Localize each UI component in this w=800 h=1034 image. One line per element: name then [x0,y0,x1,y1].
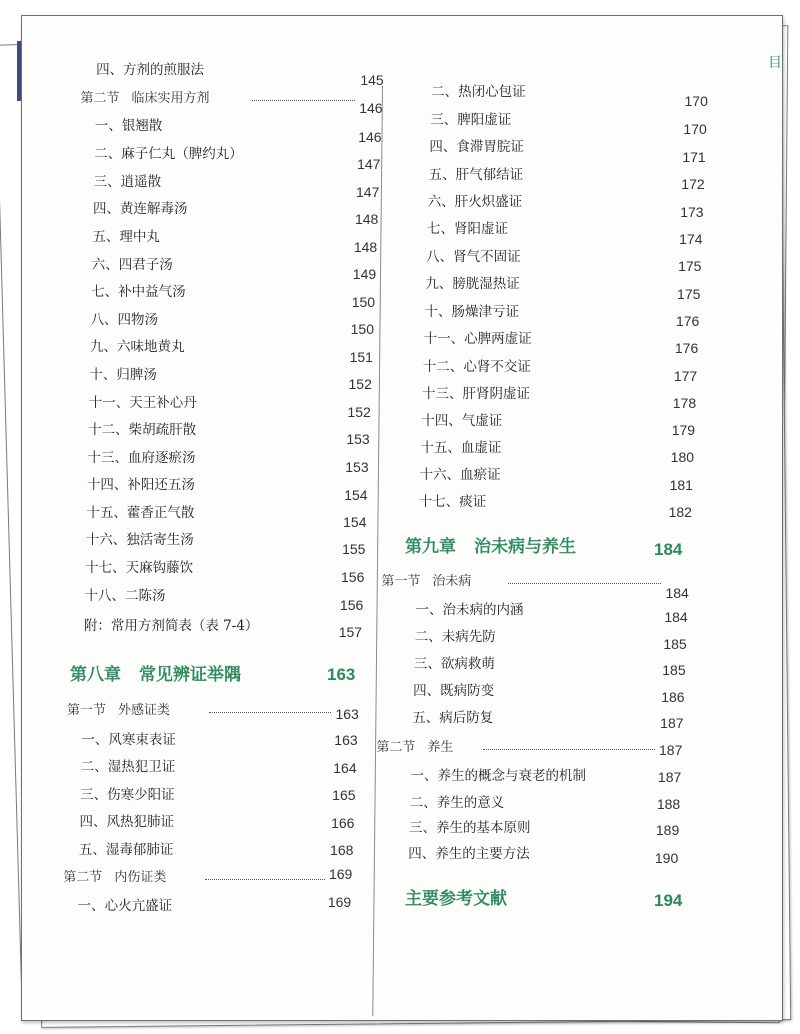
toc-entry[interactable]: 四、食滞胃脘证 [429,139,524,155]
section-title: 养生 [427,740,454,755]
toc-page-number: 174 [679,231,703,247]
toc-entry[interactable]: 五、病后防复 [412,710,494,726]
chapter-title: 治未病与养生 [474,537,576,557]
section-number: 第二节 [80,91,120,106]
toc-page-number: 164 [333,760,357,776]
section-number: 第二节 [63,870,103,885]
toc-page-number: 172 [681,176,705,192]
toc-entry[interactable]: 十六、血瘀证 [419,467,501,483]
toc-page-number: 169 [327,894,352,910]
toc-page-number: 181 [669,477,693,493]
section-title: 内伤证类 [114,870,167,885]
toc-page-number: 173 [680,204,704,220]
toc-page-number: 157 [338,624,363,640]
toc-entry[interactable]: 二、养生的意义 [409,795,505,811]
chapter-number: 第八章 [70,665,121,685]
toc-entry[interactable]: 二、湿热犯卫证 [80,759,176,775]
dot-leader [209,712,331,713]
section-title: 治未病 [432,574,472,589]
toc-entry[interactable]: 一、银翘散 [94,118,163,134]
toc-page-number: 190 [654,850,679,866]
toc-page-number: 180 [670,449,695,465]
toc-entry[interactable]: 一、风寒束表证 [81,732,176,748]
toc-page-number: 156 [341,569,365,585]
toc-page-number: 155 [342,541,366,557]
toc-entry[interactable]: 一、治未病的内涵 [415,602,524,618]
section-heading[interactable] [381,570,471,589]
toc-page-number: 177 [673,368,698,384]
toc-entry[interactable]: 十五、血虚证 [420,440,502,456]
chapter-page-number: 194 [654,891,683,910]
section-heading[interactable] [376,736,453,755]
toc-page-number: 178 [672,395,697,411]
section-title: 外感证类 [117,703,170,718]
toc-entry[interactable]: 三、养生的基本原则 [409,820,531,836]
toc-page-number: 146 [359,100,383,116]
toc-entry[interactable]: 十八、二陈汤 [84,588,166,604]
toc-entry[interactable]: 十五、藿香正气散 [86,505,195,521]
toc-page-number: 188 [656,796,681,812]
toc-page-number: 163 [334,732,358,748]
toc-page-number: 154 [343,514,367,530]
toc-page-number: 147 [357,156,381,172]
toc-entry[interactable]: 二、未病先防 [414,629,496,645]
toc-entry[interactable]: 六、肝火炽盛证 [427,194,523,210]
toc-entry[interactable]: 九、六味地黄丸 [89,339,185,355]
toc-entry[interactable]: 三、欲病救萌 [413,656,495,672]
toc-corner-mark: 目 [768,55,782,71]
toc-page-number: 150 [350,321,374,337]
toc-page-number: 148 [353,239,378,255]
chapter-page-number: 163 [327,665,356,684]
dot-leader [483,749,655,750]
toc-page-number: 184 [665,585,689,601]
toc-entry[interactable]: 十一、天王补心丹 [88,395,197,411]
section-title: 临床实用方剂 [131,91,210,106]
toc-page-number: 156 [339,597,364,613]
toc-entry[interactable]: 九、膀胱湿热证 [425,276,520,292]
toc-entry[interactable]: 四、方剂的煎服法 [96,62,205,78]
section-heading[interactable] [67,699,170,718]
toc-page-number: 149 [352,266,377,282]
section-heading[interactable] [63,866,166,885]
toc-entry[interactable]: 二、麻子仁丸（脾约丸） [94,146,243,162]
toc-page-number: 179 [671,422,696,438]
toc-entry[interactable]: 一、心火亢盛证 [77,898,173,914]
toc-entry[interactable]: 十四、补阳还五汤 [86,477,195,493]
toc-page-number: 187 [660,715,684,731]
toc-entry[interactable]: 十二、柴胡疏肝散 [88,422,197,438]
toc-entry[interactable]: 七、补中益气汤 [91,284,186,300]
toc-entry[interactable]: 十七、痰证 [418,494,487,510]
toc-entry[interactable]: 五、理中丸 [92,229,160,245]
dot-leader [205,879,325,880]
toc-page-number: 185 [662,662,686,678]
toc-entry[interactable]: 四、既病防变 [413,683,495,699]
toc-entry[interactable]: 八、四物汤 [90,312,159,328]
toc-page-number: 187 [657,769,682,785]
toc-page-number: 185 [663,636,687,652]
toc-page-number: 184 [664,609,688,625]
toc-entry[interactable]: 附：常用方剂简表（表 7-4） [83,618,259,634]
toc-page-number: 176 [675,313,700,329]
toc-page-number: 170 [684,93,708,109]
toc-page-number: 186 [661,689,685,705]
toc-page-number: 165 [332,787,356,803]
chapter-heading[interactable] [70,660,241,685]
toc-entry[interactable]: 一、养生的概念与衰老的机制 [410,768,587,784]
toc-page [21,15,783,1021]
toc-page-number: 151 [349,349,373,365]
toc-entry[interactable]: 十、归脾汤 [89,367,157,383]
toc-entry[interactable]: 三、脾阳虚证 [430,112,512,128]
toc-entry[interactable]: 十六、独活寄生汤 [85,532,194,548]
toc-page-number: 145 [360,72,384,88]
toc-entry[interactable]: 八、肾气不固证 [426,249,521,265]
toc-entry[interactable]: 七、肾阳虚证 [426,221,508,237]
chapter-page-number: 184 [654,540,683,559]
section-number: 第二节 [376,740,416,755]
dot-leader [252,100,355,101]
toc-page-number: 182 [668,504,692,520]
toc-page-number: 171 [682,149,706,165]
toc-page-number: 175 [677,286,701,302]
toc-page-number: 153 [346,431,370,447]
toc-page-number: 150 [351,294,376,310]
toc-entry[interactable]: 三、伤寒少阳证 [80,787,175,803]
toc-entry[interactable]: 三、逍遥散 [93,174,162,190]
toc-page-number: 176 [674,340,699,356]
toc-page-number: 154 [344,487,368,503]
toc-page-number: 163 [335,706,359,722]
toc-page-number: 166 [331,815,355,831]
section-heading[interactable] [80,87,209,106]
dot-leader [508,583,661,584]
toc-page-number: 146 [358,129,382,145]
toc-page-number: 147 [356,184,380,200]
toc-entry[interactable]: 四、养生的主要方法 [408,846,530,862]
chapter-heading[interactable] [405,532,576,557]
toc-entry[interactable]: 十一、心脾两虚证 [423,331,532,347]
toc-page-number: 175 [678,258,702,274]
toc-entry[interactable]: 五、肝气郁结证 [428,167,524,183]
toc-entry[interactable]: 十七、天麻钩藤饮 [85,560,194,576]
toc-page-number: 168 [330,842,354,858]
toc-entry[interactable]: 十、肠燥津亏证 [424,304,519,320]
toc-entry[interactable]: 五、湿毒郁肺证 [78,842,174,858]
chapter-title: 主要参考文献 [405,889,507,909]
toc-page-number: 152 [348,376,372,392]
toc-entry[interactable]: 四、黄连解毒汤 [93,201,188,217]
toc-page-number: 153 [345,459,369,475]
toc-page-number: 169 [328,866,353,882]
toc-entry[interactable]: 二、热闭心包证 [431,84,526,100]
toc-entry[interactable]: 六、四君子汤 [91,257,173,273]
toc-page-number: 152 [347,404,371,420]
chapter-number: 第九章 [405,537,456,557]
toc-page-number: 187 [659,742,683,758]
toc-page-number: 148 [354,211,379,227]
toc-entry[interactable]: 四、风热犯肺证 [79,814,175,830]
chapter-title: 常见辨证举隅 [139,665,241,685]
toc-page-number: 189 [655,822,680,838]
toc-page-number: 170 [683,121,707,137]
section-number: 第一节 [381,574,421,589]
chapter-heading[interactable] [405,884,507,909]
toc-entry[interactable]: 十三、血府逐瘀汤 [87,450,196,466]
toc-entry[interactable]: 十三、肝肾阴虚证 [422,386,531,402]
section-number: 第一节 [66,703,106,718]
toc-entry[interactable]: 十二、心肾不交证 [422,359,531,375]
toc-entry[interactable]: 十四、气虚证 [421,413,503,429]
